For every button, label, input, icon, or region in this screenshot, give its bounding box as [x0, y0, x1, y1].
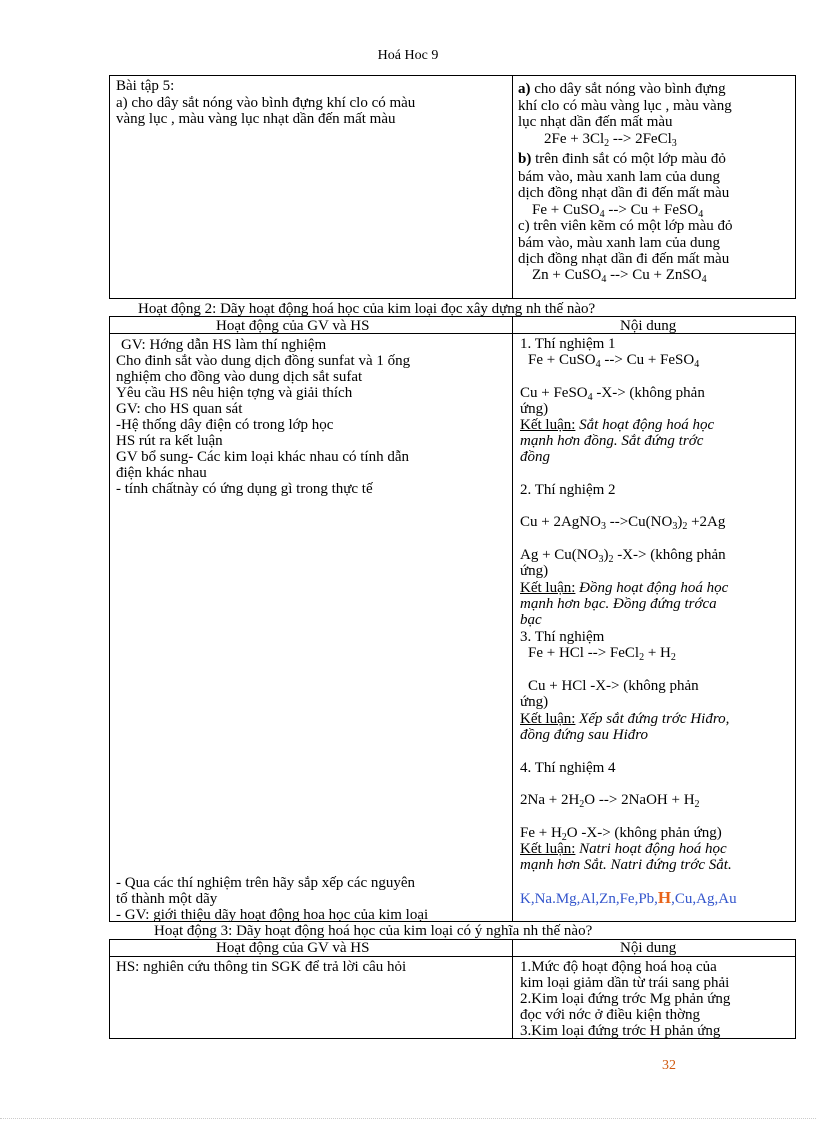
- column-header: Nội dung: [620, 318, 677, 334]
- column-header: Hoạt động của GV và HS: [216, 940, 370, 956]
- experiment-title: 1. Thí nghiệm 1: [520, 336, 616, 352]
- page-number: 32: [662, 1058, 676, 1073]
- content-text: 2.Kim loại đứng trớc Mg phản ứng: [520, 991, 731, 1007]
- section-title: Hoạt động 3: Dãy hoạt động hoá học của kim loại có ý nghĩa nh thế nào?: [154, 923, 593, 939]
- equation: ứng): [520, 694, 549, 710]
- equation: Cu + HCl -X-> (không phản: [528, 678, 699, 694]
- answer-text: khí clo có màu vàng lục , màu vàng: [518, 98, 732, 114]
- exercise-text: a) cho dây sắt nóng vào bình đựng khí clo có màu: [116, 95, 416, 111]
- activity-text: - Qua các thí nghiệm trên hãy sắp xếp các nguyên: [116, 875, 416, 891]
- activity-text: HS: nghiên cứu thông tin SGK để trả lời câu hỏi: [116, 959, 407, 975]
- conclusion-text: đồng đứng sau Hiđro: [520, 727, 649, 743]
- equation: $Fe + H_2O$ -X-> (không phản ứng): [520, 825, 722, 843]
- activity-text: tố thành một dãy: [116, 891, 218, 907]
- content-text: 1.Mức độ hoạt động hoá hoạ của: [520, 959, 717, 975]
- page-header: Hoá Hoc 9: [377, 48, 439, 63]
- activity-series-metals: K,Na.Mg,Al,Zn,Fe,Pb,: [520, 891, 658, 907]
- exercise-text: vàng lục , màu vàng lục nhạt dần đến mất màu: [116, 111, 396, 127]
- equation: Zn + CuSO$_4$ --> Cu + ZnSO$_4$: [532, 267, 707, 285]
- content-text: 3.Kim loại đứng trớc H phản ứng: [520, 1023, 721, 1039]
- footer-divider: [0, 1118, 816, 1119]
- column-header: Nội dung: [620, 940, 677, 956]
- answer-text: lục nhạt dần đến mất màu: [518, 114, 673, 130]
- activity-series: [520, 890, 737, 907]
- activity-series-hydrogen: H: [657, 888, 672, 907]
- conclusion-text: đồng: [520, 449, 550, 465]
- activity-text: - tính chấtnày có ứng dụng gì trong thực tế: [116, 481, 373, 497]
- column-header: Hoạt động của GV và HS: [216, 318, 370, 334]
- equation: Cu + 2AgNO$_3$ $-->Cu(NO_3)_2 +2Ag$: [520, 514, 726, 532]
- experiment-title: 4. Thí nghiệm 4: [520, 760, 616, 776]
- experiment-title: 3. Thí nghiệm: [520, 629, 605, 645]
- conclusion-text: mạnh hơn Sắt. Natri đứng trớc Sắt.: [520, 857, 732, 873]
- activity-table-header-rule: [109, 333, 796, 334]
- answer-text: bám vào, màu xanh lam của dung: [518, 235, 721, 251]
- equation: Cu + FeSO$_4$ -X-> (không phản: [520, 385, 705, 403]
- content-text: đọc với nớc ở điều kiện thờng: [520, 1007, 701, 1023]
- activity-text: GV bổ sung- Các kim loại khác nhau có tính dẫn: [116, 449, 409, 465]
- conclusion: Kết luận: Natri hoạt động hoá học: [520, 841, 727, 857]
- activity-text: -Hệ thống dây điện có trong lớp học: [116, 417, 334, 433]
- conclusion: Kết luận: Đồng hoạt động hoá học: [520, 580, 729, 596]
- answer-c: c) trên viên kẽm có một lớp màu đỏ: [518, 218, 733, 234]
- activity-text: nghiệm cho đồng vào dung dịch sắt sufat: [116, 369, 363, 385]
- activity-text: GV: Hớng dẫn HS làm thí nghiệm: [121, 337, 327, 353]
- equation: ứng): [520, 401, 549, 417]
- meaning-table-header-rule: [109, 956, 796, 957]
- answer-text: bám vào, màu xanh lam của dung: [518, 169, 721, 185]
- equation: $Ag + Cu(NO_3)_2$ -X-> (không phản: [520, 547, 726, 565]
- equation: $2Fe + 3Cl_2$ --> 2FeCl$_3$: [544, 131, 677, 149]
- activity-table-divider: [512, 316, 513, 922]
- activity-text: Yêu cầu HS nêu hiện tợng và giải thích: [116, 385, 353, 401]
- section-title: Hoạt động 2: Dãy hoạt động hoá học của kim loại đọc xây dựng nh thế nào?: [138, 301, 596, 317]
- conclusion: Kết luận: Sắt hoạt động hoá học: [520, 417, 715, 433]
- activity-text: - GV: giới thiệu dãy hoạt động hoa học của kim loại: [116, 907, 429, 923]
- conclusion-text: bạc: [520, 612, 542, 628]
- activity-text: HS rút ra kết luận: [116, 433, 223, 449]
- exercise-table-divider: [512, 75, 513, 299]
- equation: Fe + HCl --> FeCl$_2$ + $H_2$: [528, 645, 676, 663]
- answer-b: b) trên đinh sắt có một lớp màu đỏ: [518, 151, 726, 167]
- equation: Fe + CuSO$_4$ --> Cu + FeSO$_4$: [528, 352, 700, 370]
- equation: Fe + CuSO$_4$ --> Cu + FeSO$_4$: [532, 202, 704, 220]
- meaning-table-divider: [512, 939, 513, 1039]
- activity-series-metals: ,Cu,Ag,Au: [671, 891, 737, 907]
- equation: $2Na + 2H_2O$ --> 2NaOH + $H_2$: [520, 792, 700, 810]
- answer-text: dịch đồng nhạt dần đi đến mất màu: [518, 185, 730, 201]
- experiment-title: 2. Thí nghiệm 2: [520, 482, 616, 498]
- conclusion-text: mạnh hơn đồng. Sắt đứng trớc: [520, 433, 704, 449]
- answer-text: dịch đồng nhạt dần đi đến mất màu: [518, 251, 730, 267]
- conclusion-text: mạnh hơn bạc. Đồng đứng trớca: [520, 596, 717, 612]
- activity-text: Cho đinh sắt vào dung dịch đồng sunfat và 1 ống: [116, 353, 411, 369]
- content-text: kim loại giảm dần từ trái sang phải: [520, 975, 730, 991]
- equation: ứng): [520, 563, 549, 579]
- answer-a: a) cho dây sắt nóng vào bình đựng: [518, 81, 726, 97]
- conclusion: Kết luận: Xếp sắt đứng trớc Hiđro,: [520, 711, 730, 727]
- activity-text: GV: cho HS quan sát: [116, 401, 243, 417]
- activity-text: điện khác nhau: [116, 465, 207, 481]
- exercise-title: Bài tập 5:: [116, 78, 175, 94]
